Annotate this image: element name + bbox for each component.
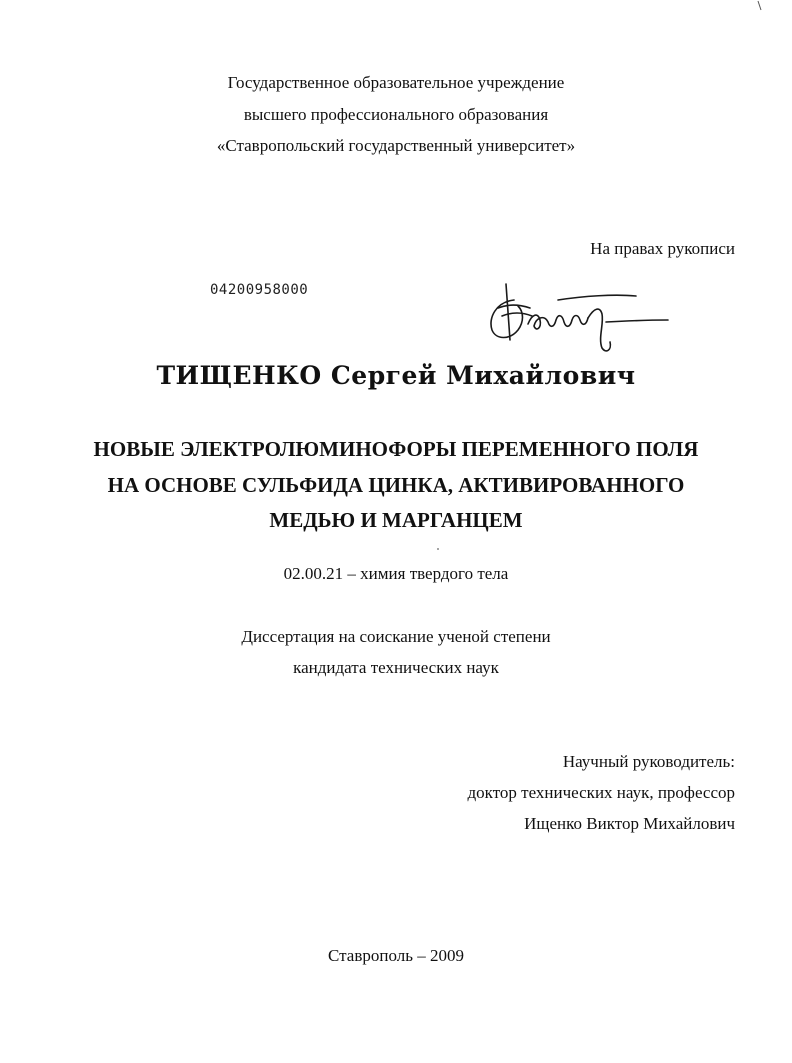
degree-line-2: кандидата технических наук (293, 658, 499, 677)
author-name: ТИЩЕНКО Сергей Михайлович (156, 361, 636, 390)
dissertation-title-line-3: МЕДЬЮ И МАРГАНЦЕМ (269, 508, 523, 532)
corner-scan-mark (757, 0, 763, 12)
institution-line-3: «Ставропольский государственный университет» (216, 136, 576, 155)
institution-line-2: высшего профессионального образования (243, 105, 549, 124)
city-year: Ставрополь – 2009 (328, 946, 464, 965)
dissertation-title-line-2: НА ОСНОВЕ СУЛЬФИДА ЦИНКА, АКТИВИРОВАННОГО (107, 473, 685, 497)
institution-line-1: Государственное образовательное учреждение (227, 73, 565, 92)
rights-note: На правах рукописи (590, 239, 735, 258)
supervisor-name: Ищенко Виктор Михайлович (524, 814, 735, 833)
supervisor-label: Научный руководитель: (562, 752, 735, 771)
supervisor-rank: доктор технических наук, профессор (467, 783, 735, 802)
author-signature (484, 278, 674, 363)
specialty: 02.00.21 – химия твердого тела (283, 564, 509, 583)
dissertation-title-line-1: НОВЫЕ ЭЛЕКТРОЛЮМИНОФОРЫ ПЕРЕМЕННОГО ПОЛЯ (93, 437, 699, 461)
degree-line-1: Диссертация на соискание ученой степени (241, 627, 551, 646)
scan-speck (437, 548, 439, 550)
inventory-number: 04200958000 (210, 282, 309, 298)
